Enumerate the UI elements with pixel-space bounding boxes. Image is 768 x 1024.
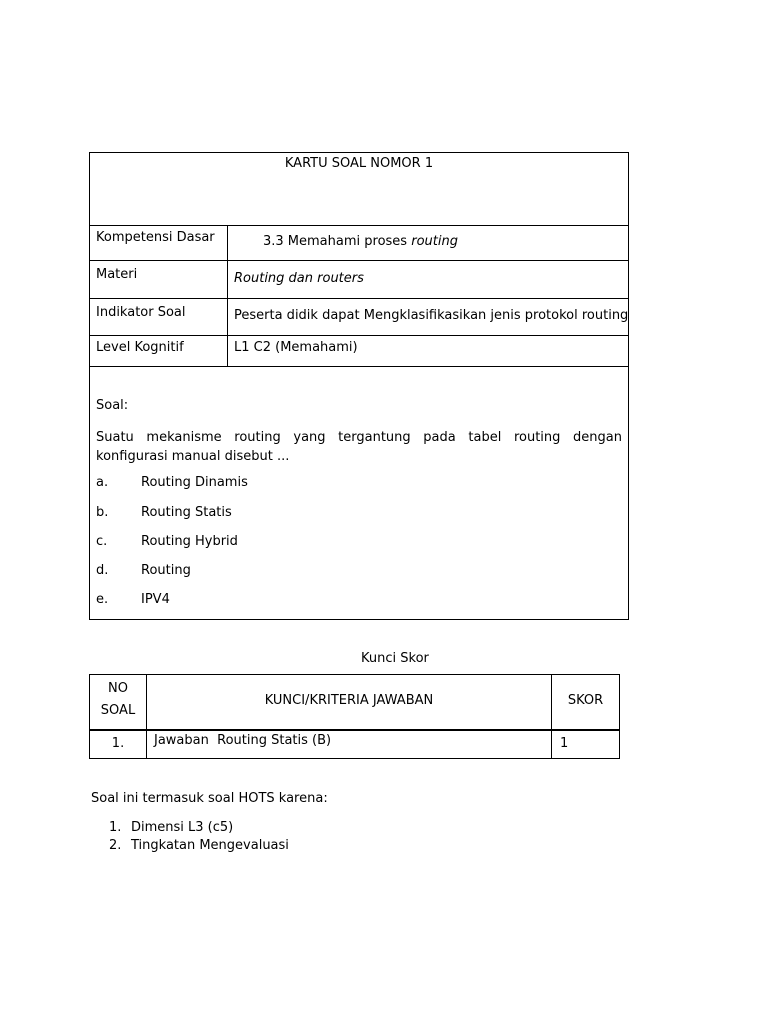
option-text: Routing Dinamis bbox=[141, 475, 248, 490]
row-skor: 1 bbox=[560, 736, 569, 751]
option-letter: e. bbox=[96, 592, 109, 607]
divider bbox=[90, 335, 628, 336]
list-text: Tingkatan Mengevaluasi bbox=[131, 838, 289, 853]
header-divider bbox=[90, 729, 619, 731]
hots-intro: Soal ini termasuk soal HOTS karena: bbox=[91, 791, 328, 806]
kartu-soal-card bbox=[89, 152, 629, 620]
materi-label: Materi bbox=[96, 267, 138, 282]
materi-value: Routing dan routers bbox=[234, 271, 364, 286]
option-letter: a. bbox=[96, 475, 109, 490]
divider bbox=[90, 225, 628, 226]
level-kognitif-label: Level Kognitif bbox=[96, 340, 184, 355]
hots-item-1 bbox=[109, 820, 234, 835]
divider bbox=[90, 366, 628, 367]
hots-item-2 bbox=[109, 838, 289, 853]
column-divider bbox=[551, 675, 552, 758]
option-letter: b. bbox=[96, 505, 109, 520]
soal-label: Soal: bbox=[96, 398, 129, 413]
option-text: Routing bbox=[141, 563, 191, 578]
column-divider bbox=[227, 225, 228, 366]
divider bbox=[90, 260, 628, 261]
card-title: KARTU SOAL NOMOR 1 bbox=[284, 156, 434, 171]
list-number: 1. bbox=[109, 820, 122, 835]
kunci-skor-table bbox=[89, 674, 620, 759]
header-skor: SKOR bbox=[567, 693, 604, 708]
column-divider bbox=[146, 675, 147, 758]
header-no bbox=[90, 681, 146, 718]
question-text: Suatu mekanisme routing yang tergantung pada tabel routing dengan konfigurasi manual disebut ... bbox=[96, 430, 622, 464]
kunci-skor-heading: Kunci Skor bbox=[361, 651, 429, 666]
option-text: Routing Hybrid bbox=[141, 534, 238, 549]
indikator-soal-label: Indikator Soal bbox=[96, 305, 186, 320]
header-no-line2: SOAL bbox=[100, 703, 136, 718]
list-text: Dimensi L3 (c5) bbox=[131, 820, 234, 835]
level-kognitif-value: L1 C2 (Memahami) bbox=[234, 340, 358, 355]
kompetensi-dasar-label: Kompetensi Dasar bbox=[96, 230, 215, 245]
row-no: 1. bbox=[111, 736, 125, 751]
option-text: Routing Statis bbox=[141, 505, 232, 520]
divider bbox=[90, 298, 628, 299]
option-letter: c. bbox=[96, 534, 108, 549]
option-text: IPV4 bbox=[141, 592, 170, 607]
header-kunci: KUNCI/KRITERIA JAWABAN bbox=[264, 693, 434, 708]
row-answer: Jawaban Routing Statis (B) bbox=[154, 733, 332, 748]
kompetensi-dasar-value: 3.3 Memahami proses routing bbox=[263, 234, 458, 249]
option-letter: d. bbox=[96, 563, 109, 578]
header-no-line1: NO bbox=[108, 681, 128, 696]
list-number: 2. bbox=[109, 838, 122, 853]
indikator-soal-value: Peserta didik dapat Mengklasifikasikan jenis protokol routing bbox=[234, 308, 629, 323]
